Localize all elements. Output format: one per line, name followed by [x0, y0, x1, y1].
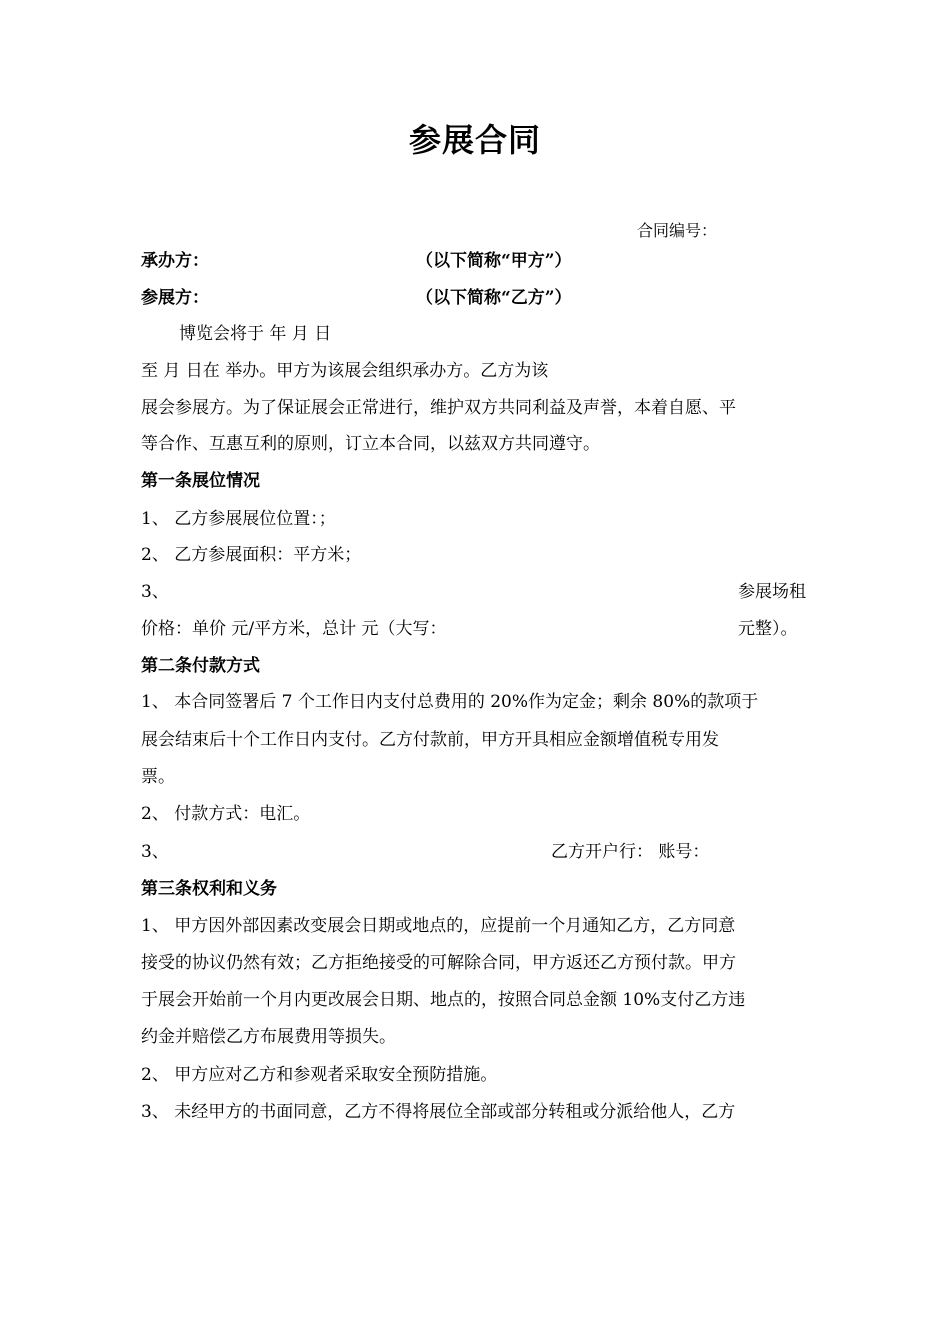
article-3-item-2: 2、 甲方应对乙方和参观者采取安全预防措施。 — [141, 1065, 498, 1085]
article-2-item-3-number: 3、 — [141, 842, 169, 862]
party-a-label: 承办方： — [141, 251, 209, 271]
article-1-heading: 第一条展位情况 — [141, 471, 260, 491]
intro-line-2: 至 月 日在 举办。甲方为该展会组织承办方。乙方为该 — [141, 361, 549, 381]
article-2-item-2: 2、 付款方式：电汇。 — [141, 804, 311, 824]
party-b-label: 参展方： — [141, 288, 209, 308]
article-3-item-1-line-4: 约金并赔偿乙方布展费用等损失。 — [141, 1027, 396, 1047]
article-1-item-3-right: 参展场租 — [738, 582, 806, 602]
article-1-item-3-line-2: 价格：单价 元/平方米，总计 元（大写： — [141, 619, 447, 639]
article-1-item-3-number: 3、 — [141, 582, 169, 602]
article-1-item-3-right-2: 元整）。 — [738, 619, 798, 639]
party-a-alias: （以下简称“甲方”） — [416, 251, 572, 271]
article-2-item-1-line-3: 票。 — [141, 767, 175, 787]
article-3-item-1-line-2: 接受的协议仍然有效；乙方拒绝接受的可解除合同，甲方返还乙方预付款。甲方 — [141, 953, 736, 973]
article-2-item-1-line-1: 1、 本合同签署后 7 个工作日内支付总费用的 20%作为定金；剩余 80%的款项于 — [141, 692, 759, 712]
document-title: 参展合同 — [408, 121, 541, 159]
article-1-item-1: 1、 乙方参展展位位置：； — [141, 509, 336, 529]
article-2-heading: 第二条付款方式 — [141, 656, 260, 676]
article-3-item-1-line-1: 1、 甲方因外部因素改变展会日期或地点的，应提前一个月通知乙方，乙方同意 — [141, 916, 736, 936]
article-3-heading: 第三条权利和义务 — [141, 879, 277, 899]
intro-line-3: 展会参展方。为了保证展会正常进行，维护双方共同利益及声誉，本着自愿、平 — [141, 398, 736, 418]
article-1-item-2: 2、 乙方参展面积：平方米； — [141, 545, 362, 565]
article-3-item-1-line-3: 于展会开始前一个月内更改展会日期、地点的，按照合同总金额 10%支付乙方违 — [141, 990, 746, 1010]
intro-line-4: 等合作、互惠互利的原则，订立本合同，以兹双方共同遵守。 — [141, 434, 600, 454]
article-2-item-3-bank: 乙方开户行： 账号： — [551, 842, 710, 862]
article-2-item-1-line-2: 展会结束后十个工作日内支付。乙方付款前，甲方开具相应金额增值税专用发 — [141, 730, 719, 750]
article-3-item-3-line-1: 3、 未经甲方的书面同意，乙方不得将展位全部或部分转租或分派给他人，乙方 — [141, 1102, 736, 1122]
contract-number-label: 合同编号： — [637, 221, 718, 240]
intro-line-1: 博览会将于 年 月 日 — [179, 324, 332, 344]
party-b-alias: （以下简称“乙方”） — [416, 288, 572, 308]
